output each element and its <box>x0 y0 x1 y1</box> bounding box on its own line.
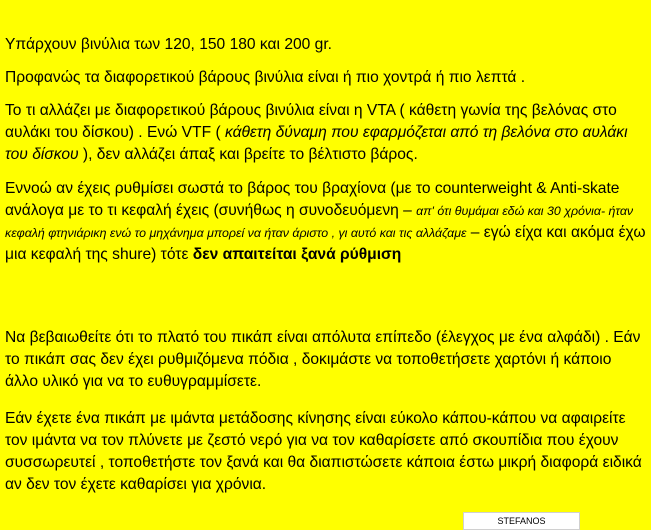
cartridge-note: απ' ότι θυμάμαι εδώ και 30 χρόνια- ήταν κεφαλή φτηνιάρικη ενώ το μηχάνημα μπορεί να ήταν άριστο , γι αυτό και τις αλλάζαμε <box>5 204 634 240</box>
paragraph-vta-vtf <box>5 100 647 166</box>
vtf-definition: κάθετη δύναμη που εφαρμόζεται από τη βελόνα στο αυλάκι του δίσκου <box>5 124 628 163</box>
no-adjustment-needed: δεν απαιτείται ξανά ρύθμιση <box>192 246 402 263</box>
vtf-conclusion: ), δεν αλλάζει άπαξ και βρείτε το βέλτιστο βάρος. <box>78 146 418 163</box>
paragraph-belt-cleaning: Εάν έχετε ένα πικάπ με ιμάντα μετάδοσης κίνησης είναι εύκολο κάπου-κάπου να αφαιρείτε τον ιμάντα να τον πλύνετε με ζεστό νερό για να τον καθαρίσετε από σκουπίδια που έχουν συσσωρευτεί , τοποθετήστε τον ξανά και θα διαπιστώσετε κάποια έστω μικρή διαφορά ειδικά αν δεν τον έχετε καθαρίσει για χρόνια. <box>5 410 642 493</box>
paragraph-level-platter: Να βεβαιωθείτε ότι το πλατό του πικάπ είναι απόλυτα επίπεδο (έλεγχος με ένα αλφάδι) . Εάν το πικάπ σας δεν έχει ρυθμιζόμενα πόδια , δοκιμάστε να τοποθετήσετε χαρτόνι ή κάποιο άλλο υλικό για να το ευθυγραμμίσετε. <box>5 329 641 390</box>
vta-text: Το τι αλλάζει με διαφορετικού βάρους βινύλια είναι η VTA ( κάθετη γωνία της βελόνας στο αυλάκι του δίσκου) . Ενώ VTF ( <box>5 102 617 141</box>
paragraph-thickness: Προφανώς τα διαφορετικού βάρους βινύλια είναι ή πιο χοντρά ή πιο λεπτά . <box>5 69 526 86</box>
paragraph-tonearm-setup <box>5 178 647 266</box>
shure-text: – εγώ είχα και ακόμα έχω μια κεφαλή της shure) τότε <box>5 224 646 263</box>
paragraph-vinyl-weights: Υπάρχουν βινύλια των 120, 150 180 και 200 gr. <box>5 36 333 53</box>
tonearm-text: Εννοώ αν έχεις ρυθμίσει σωστά το βάρος του βραχίονα (με το counterweight & Anti-skate ανάλογα με το τι κεφαλή έχεις (συνήθως η συνοδευόμενη – <box>5 180 620 219</box>
author-label: STEFANOS <box>463 512 580 530</box>
